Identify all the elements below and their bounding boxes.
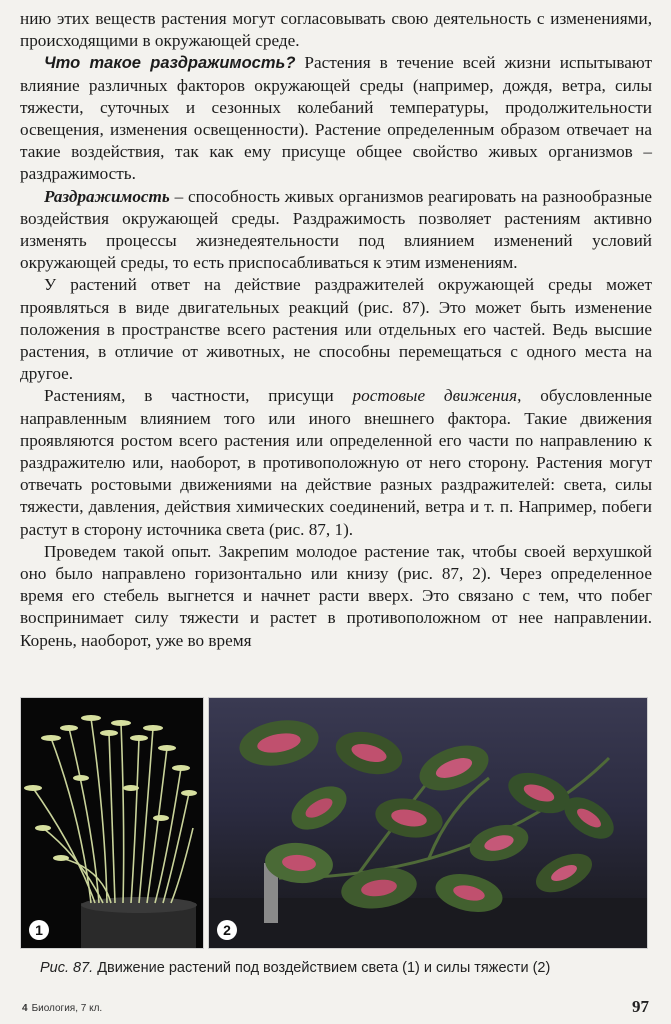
caption-ref: Рис. 87. <box>40 960 94 976</box>
seedlings-illustration <box>21 698 203 948</box>
figure-caption <box>40 960 660 976</box>
sheet-number: 4 <box>22 1003 28 1014</box>
page-number: 97 <box>632 997 649 1016</box>
main-text <box>20 8 652 652</box>
paragraph-5: Растениям, в частности, присущи ростовые движения, обусловленные направленным влиянием того или иного внешнего фактора. Такие движения проявляются ростом всего растения или определенной его части по направлению к раздражителю или, наоборот, в противоположную от него сторону. Растения могут отвечать ростовыми движениями на действие разных раздражителей: света, силы тяжести, давления, действия химических соединений, ветра и т. п. Например, побеги растут в сторону источника света (рис. 87, 1). <box>20 386 652 539</box>
term-irritability: Раздражимость <box>44 186 170 206</box>
paragraph-1: нию этих веществ растения могут согласовывать свою деятельность с изменениями, происходящими в окружающей среде. <box>20 9 652 51</box>
paragraph-6: Проведем такой опыт. Закрепим молодое растение так, чтобы своей верхушкой оно было направлено горизонтально или книзу (рис. 87, 2). Через определенное время его стебель выгнется и начнет расти вверх. Это связано с тем, что побег воспринимает силу тяжести и растет в противоположном от нее направлении. Корень, наоборот, уже во время <box>20 541 652 650</box>
coleus-illustration <box>209 698 647 948</box>
figure-gravitropism-photo <box>208 697 648 949</box>
paragraph-3: Раздражимость – способность живых организмов реагировать на разнообразные воздействия окружающей среды. Раздражимость позволяет растениям активно изменять процессы жизнедеятельности под влиянием изменений условий окружающей среды, то есть приспосабливаться к этим изменениям. <box>20 186 652 273</box>
figure-number-badge-1: 1 <box>29 920 49 940</box>
term-growth-movements: ростовые движения <box>352 386 518 406</box>
figure-number-badge-2: 2 <box>217 920 237 940</box>
section-question-heading: Что такое раздражимость? <box>44 54 296 73</box>
footer-signature <box>22 1003 102 1014</box>
paragraph-2: Что такое раздражимость? Растения в течение всей жизни испытывают влияние различных факторов окружающей среды (например, дождя, ветра, силы тяжести, суточных и сезонных колебаний температуры, продолжительности освещения, изменения освещенности). Растение определенным образом отвечает на такие воздействия, так как ему присуще общее свойство живых организмов – раздражимость. <box>20 53 652 184</box>
figure-phototropism-photo <box>20 697 204 949</box>
caption-text: Движение растений под воздействием света (1) и силы тяжести (2) <box>93 960 551 976</box>
book-title: Биология, 7 кл. <box>31 1003 103 1014</box>
paragraph-4: У растений ответ на действие раздражителей окружающей среды может проявляться в виде двигательных реакций (рис. 87). Это может быть изменение положения в пространстве всего растения или отдельных его частей. Ведь высшие растения, в отличие от животных, не способны перемещаться с одного места на другое. <box>20 275 652 384</box>
